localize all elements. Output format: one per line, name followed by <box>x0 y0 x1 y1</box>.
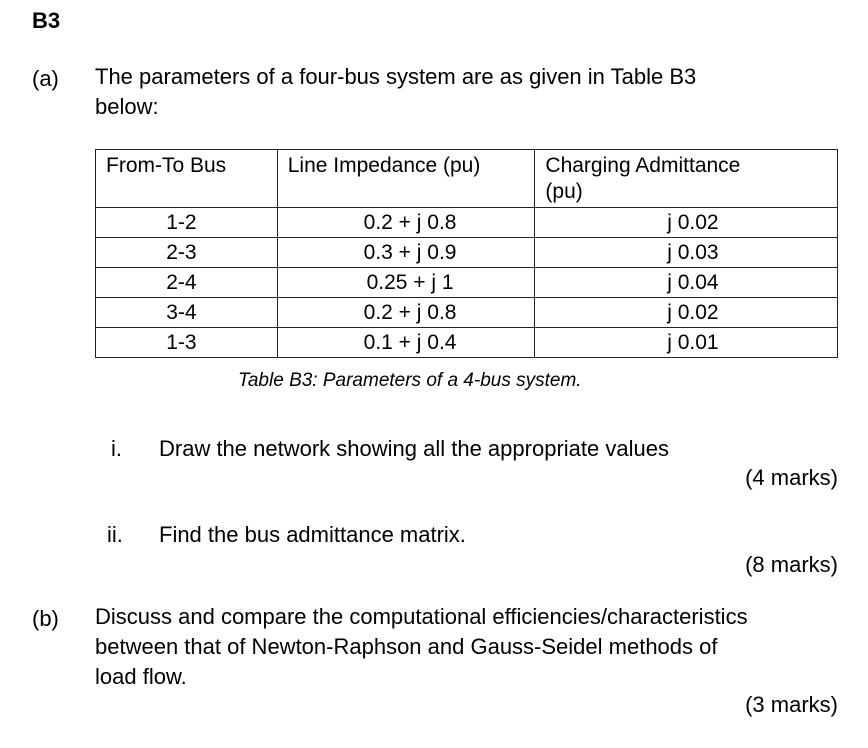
cell-impedance: 0.2 + j 0.8 <box>277 208 535 238</box>
header-admittance <box>535 150 838 208</box>
table-row <box>96 298 838 328</box>
cell-admittance-value: j 0.04 <box>667 271 719 294</box>
cell-bus: 1-2 <box>96 208 278 238</box>
cell-impedance: 0.25 + j 1 <box>277 268 535 298</box>
cell-admittance <box>535 328 838 358</box>
sub-i-marks: (4 marks) <box>745 465 838 490</box>
part-a-text <box>95 62 696 122</box>
sub-ii-label: ii. <box>107 522 123 547</box>
header-impedance: Line Impedance (pu) <box>277 150 535 208</box>
cell-bus: 2-4 <box>96 268 278 298</box>
cell-impedance: 0.3 + j 0.9 <box>277 238 535 268</box>
part-b-marks: (3 marks) <box>745 692 838 717</box>
cell-admittance-value: j 0.02 <box>667 211 719 234</box>
question-heading: B3 <box>32 8 61 33</box>
table-row <box>96 208 838 238</box>
header-admittance-line1: Charging Admittance <box>545 154 741 177</box>
sub-i-label: i. <box>111 436 122 461</box>
table-header-row <box>96 150 838 208</box>
table-caption: Table B3: Parameters of a 4-bus system. <box>238 370 582 391</box>
header-bus: From-To Bus <box>96 150 278 208</box>
part-b-text <box>95 602 748 692</box>
table-row <box>96 328 838 358</box>
part-a-text-line2: below: <box>95 94 159 119</box>
header-admittance-line2: (pu) <box>545 180 583 203</box>
parameters-table <box>95 149 838 358</box>
cell-admittance-value: j 0.02 <box>667 301 719 324</box>
cell-bus: 3-4 <box>96 298 278 328</box>
cell-admittance-value: j 0.03 <box>667 241 719 264</box>
sub-ii-text: Find the bus admittance matrix. <box>159 522 466 547</box>
table-row <box>96 268 838 298</box>
cell-admittance-value: j 0.01 <box>667 331 719 354</box>
cell-admittance <box>535 268 838 298</box>
sub-ii-marks: (8 marks) <box>745 552 838 577</box>
part-a-label: (a) <box>32 66 59 91</box>
part-b-text-line1: Discuss and compare the computational efficiencies/characteristics <box>95 604 748 629</box>
table-row <box>96 238 838 268</box>
part-a-text-line1: The parameters of a four-bus system are as given in Table B3 <box>95 64 697 89</box>
cell-bus: 2-3 <box>96 238 278 268</box>
part-b-text-line3: load flow. <box>95 664 187 689</box>
part-b-text-line2: between that of Newton-Raphson and Gauss-Seidel methods of <box>95 634 718 659</box>
cell-impedance: 0.2 + j 0.8 <box>277 298 535 328</box>
cell-bus: 1-3 <box>96 328 278 358</box>
cell-impedance: 0.1 + j 0.4 <box>277 328 535 358</box>
part-b-label: (b) <box>32 606 59 631</box>
cell-admittance <box>535 298 838 328</box>
cell-admittance <box>535 208 838 238</box>
sub-i-text: Draw the network showing all the appropriate values <box>159 436 669 461</box>
cell-admittance <box>535 238 838 268</box>
